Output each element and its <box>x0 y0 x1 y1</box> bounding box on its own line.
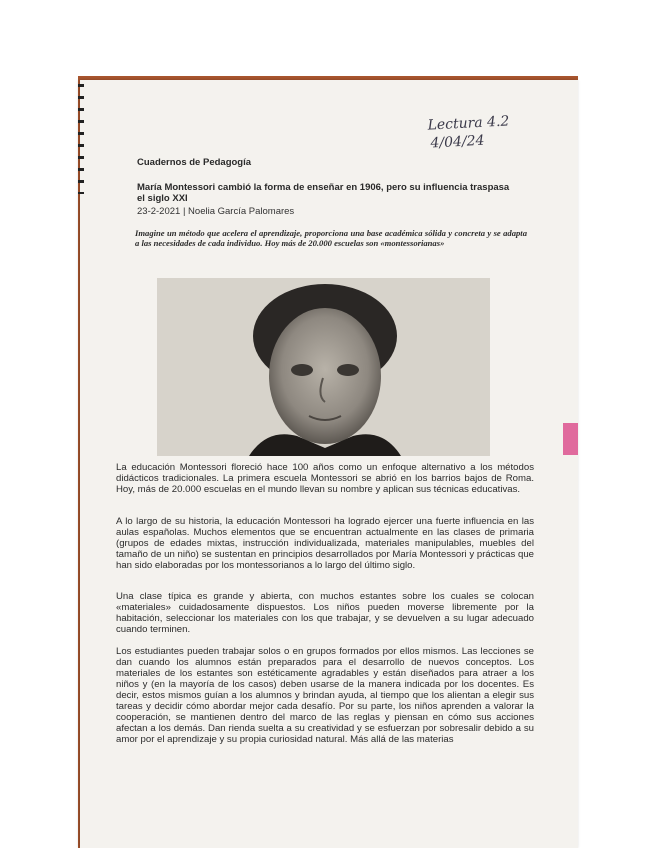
article-paragraph-4: Los estudiantes pueden trabajar solos o en grupos formados por ellos mismos. Las lecciones se dan cuando los alumnos están preparados para el desarrollo de nuevos conceptos. Los materiales de los estantes son estéticamente agradables y están diseñados para atraer a los niños y (en la mayoría de los casos) deben usarse de la manera indicada por los docentes. Es decir, estos mismos guían a los alumnos y brindan ayuda, al tiempo que los alientan a elegir sus tareas y decidir cómo abordar mejor cada desafío. Por su parte, los niños aprenden a valorar la cooperación, se mantienen dentro del marco de las reglas y piensan en cómo sus acciones afectan a los demás. Dan rienda suelta a su creatividad y se esfuerzan por sobresalir debido a su amor por el aprendizaje y su propia curiosidad natural. Más allá de las materias <box>116 646 534 745</box>
article-byline: 23-2-2021 | Noelia García Palomares <box>137 206 295 217</box>
article-headline: María Montessori cambió la forma de enseñar en 1906, pero su influencia traspasa el siglo XXI <box>137 182 510 204</box>
handwritten-title: Lectura 4.2 <box>427 113 510 134</box>
handwritten-date: 4/04/24 <box>430 132 485 152</box>
article-paragraph-3: Una clase típica es grande y abierta, con muchos estantes sobre los cuales se colocan «materiales» cuidadosamente dispuestos. Los niños pueden moverse libremente por la habitación, seleccionar los materiales con los que trabajar, y se devuelven a su lugar adecuado cuando terminen. <box>116 591 534 635</box>
handwritten-note <box>427 109 569 152</box>
article-paragraph-2: A lo largo de su historia, la educación Montessori ha logrado ejercer una fuerte influencia en las aulas españolas. Muchos elementos que se encuentran actualmente en las clases de primaria (grupos de edades mixtas, instrucción individualizada, materiales manipulables, muebles del tamaño de un niño) se sustentan en principios desarrollados por María Montessori y prácticas que han sido elaboradas por los montessorianos a lo largo del último siglo. <box>116 516 534 571</box>
article-lead: Imagine un método que acelera el aprendizaje, proporciona una base académica sólida y concreta y se adapta a las necesidades de cada individuo. Hoy más de 20.000 escuelas son «montessorianas» <box>135 228 527 248</box>
portrait-image <box>157 278 490 456</box>
article-paragraph-1: La educación Montessori floreció hace 100 años como un enfoque alternativo a los métodos didácticos tradicionales. La primera escuela Montessori se abrió en los barrios bajos de Roma. Hoy, más de 20.000 escuelas en el mundo llevan su nombre y aplican sus técnicas educativas. <box>116 462 534 495</box>
pink-sticky-tab <box>563 423 578 455</box>
binder-punch-holes <box>78 84 84 194</box>
publication-name: Cuadernos de Pedagogía <box>137 157 252 168</box>
portrait-photo <box>157 278 490 456</box>
